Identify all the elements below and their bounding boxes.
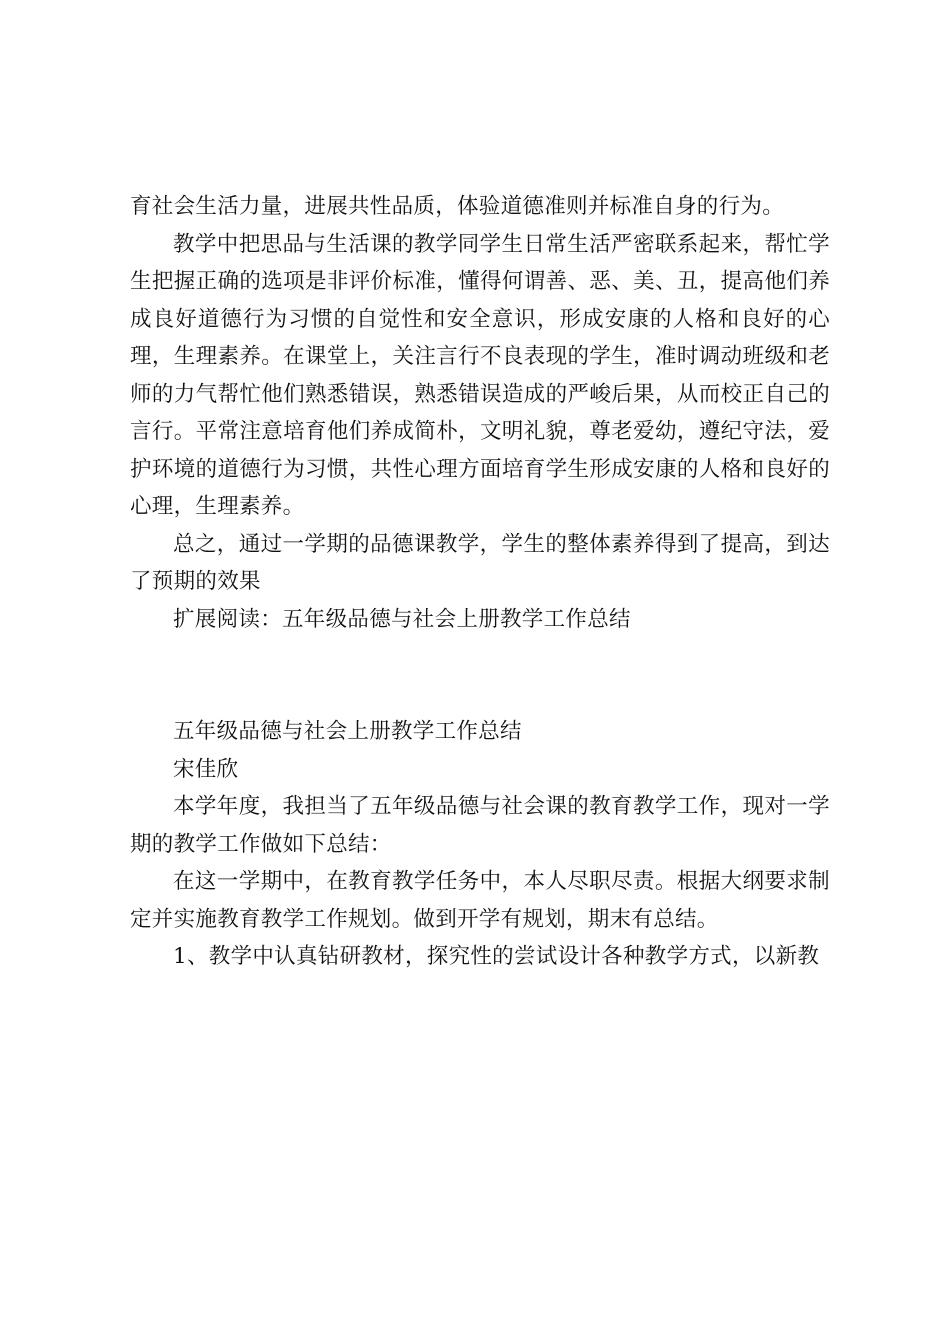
article-title: 五年级品德与社会上册教学工作总结 <box>173 719 522 744</box>
section-gap <box>130 638 830 713</box>
extended-reading-heading: 扩展阅读：五年级品德与社会上册教学工作总结 <box>173 606 631 632</box>
paragraph-moral-teaching: 教学中把思品与生活课的教学同学生日常生活严密联系起来，帮忙学生把握正确的选项是非评价标准，懂得何谓善、恶、美、丑，提高他们养成良好道德行为习惯的自觉性和安全意识，形成安康的人格和良好的心理，生理素养。在课堂上，关注言行不良表现的学生，准时调动班级和老师的力气帮忙他们熟悉错误，熟悉错误造成的严峻后果，从而校正自己的言行。平常注意培育他们养成简朴，文明礼貌，尊老爱幼，遵纪守法，爱护环境的道德行为习惯，共性心理方面培育学生形成安康的人格和良好的心理，生理素养。 <box>130 231 830 519</box>
document-body <box>130 188 830 976</box>
paragraph-continuation: 育社会生活力量，进展共性品质，体验道德准则并标准自身的行为。 <box>130 194 785 219</box>
article-paragraph-item-1: 1、教学中认真钻研教材，探究性的尝试设计各种教学方式，以新教 <box>173 944 820 969</box>
article-paragraph-intro: 本学年度，我担当了五年级品德与社会课的教育教学工作，现对一学期的教学工作做如下总结： <box>130 794 830 857</box>
paragraph-summary: 总之，通过一学期的品德课教学，学生的整体素养得到了提高，到达了预期的效果 <box>130 531 830 594</box>
article-author: 宋佳欣 <box>173 756 239 782</box>
article-paragraph-duties: 在这一学期中，在教育教学任务中，本人尽职尽责。根据大纲要求制定并实施教育教学工作规划。做到开学有规划，期末有总结。 <box>130 869 830 932</box>
